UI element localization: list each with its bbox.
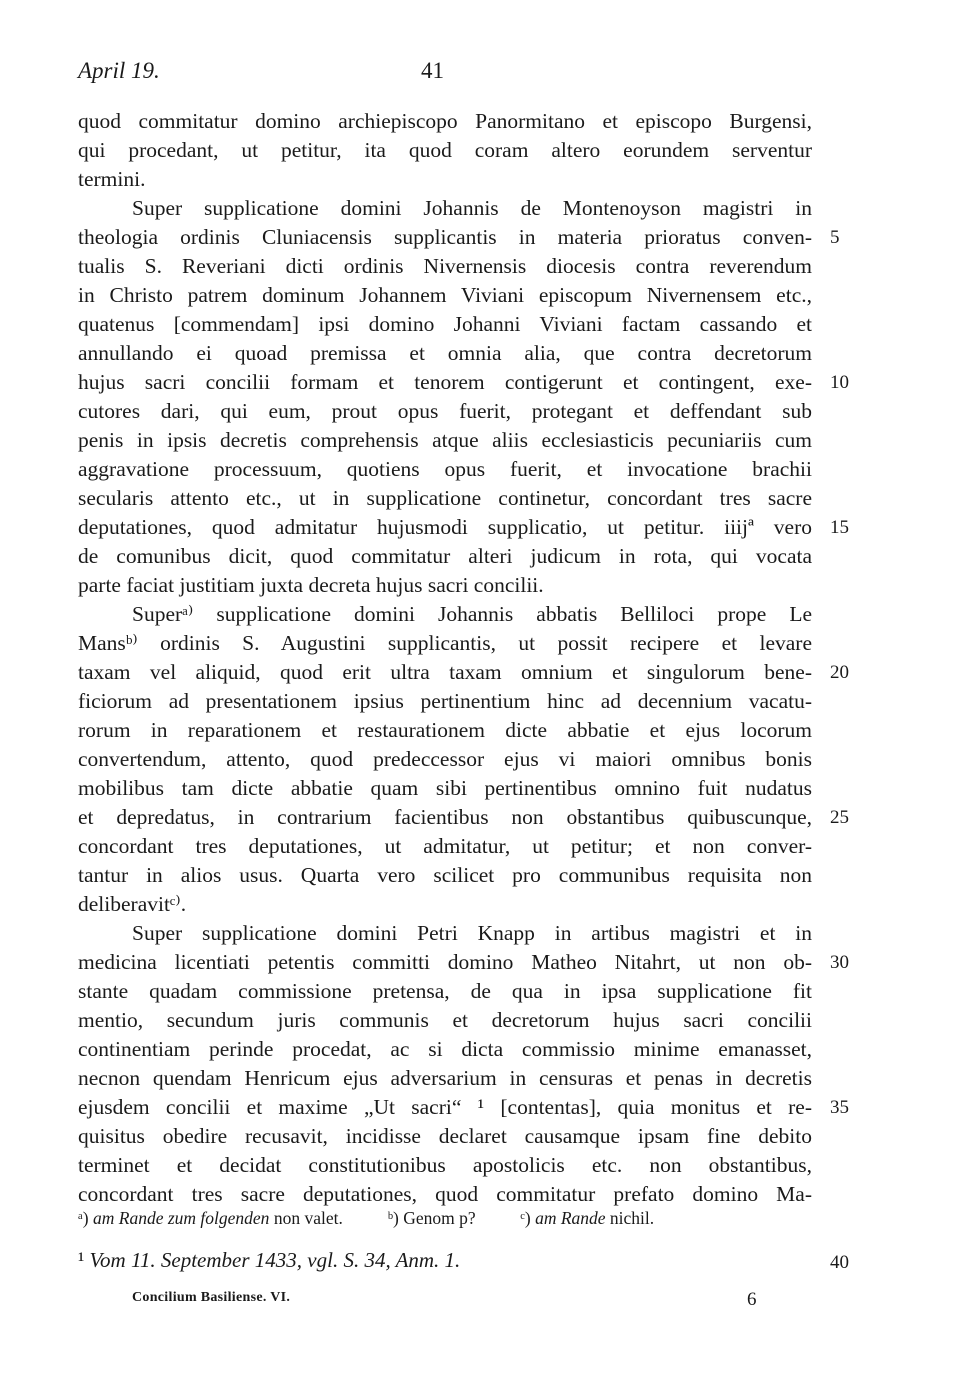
text-line-content: secularis attento etc., ut in supplicatione continetur, concordant tres sacre: [78, 486, 812, 510]
text-line-content: concordant tres sacre deputationes, quod commitatur prefato domino Ma-: [78, 1182, 812, 1206]
header-date: April 19.: [78, 58, 160, 83]
text-line: [78, 194, 812, 223]
text-line-content: qui procedant, ut petitur, ita quod coram altero eorundem serventur: [78, 138, 812, 162]
footnote-c: ᶜ) am Rande nichil.: [520, 1208, 655, 1228]
text-line: [78, 861, 812, 890]
text-line-content: mentio, secundum juris communis et decretorum hujus sacri concilii: [78, 1008, 812, 1032]
text-line-content: concordant tres deputationes, ut admitatur, ut petitur; et non conver-: [78, 834, 812, 858]
text-line: [78, 368, 849, 397]
source-footnote-text: Vom 11. September 1433, vgl. S. 34, Anm. 1.: [89, 1248, 461, 1272]
text-line: [78, 687, 812, 716]
text-line-content: taxam vel aliquid, quod erit ultra taxam omnium et singulorum bene-: [78, 660, 812, 684]
text-line-content: deputationes, quod admitatur hujusmodi supplicatio, ut petitur. iiijª vero: [78, 515, 812, 539]
text-line: [78, 107, 812, 136]
text-line: [78, 223, 840, 252]
text-line: [78, 716, 812, 745]
text-line-content: ficiorum ad presentationem ipsius pertinentium hinc ad decennium vacatu-: [78, 689, 812, 713]
line-number: 25: [830, 807, 849, 828]
source-footnote: [78, 1248, 460, 1273]
text-line: [78, 1122, 812, 1151]
text-line: [78, 165, 812, 194]
line-number: 5: [830, 227, 840, 248]
line-number: 30: [830, 952, 849, 973]
text-line: [78, 1006, 812, 1035]
text-line: [78, 745, 812, 774]
text-line-content: penis in ipsis decretis comprehensis atque aliis ecclesiasticis pecuniariis cum: [78, 428, 812, 452]
text-line: [78, 977, 812, 1006]
text-line-content: aggravatione processuum, quotiens opus fuerit, et invocatione brachii: [78, 457, 812, 481]
line-number: 20: [830, 662, 849, 683]
text-line-content: ejusdem concilii et maxime „Ut sacri“ ¹ [contentas], quia monitus et re-: [78, 1095, 812, 1119]
page-header: [78, 58, 812, 92]
text-line-content: annullando ei quoad premissa et omnia alia, que contra decretorum: [78, 341, 812, 365]
text-line: [78, 542, 812, 571]
text-line: [78, 1035, 812, 1064]
text-line-content: parte faciat justitiam juxta decreta hujus sacri concilii.: [78, 573, 544, 597]
text-line: [78, 919, 812, 948]
line-number: 35: [830, 1097, 849, 1118]
text-line: [78, 136, 812, 165]
text-line-content: cutores dari, qui eum, prout opus fuerit, protegant et deffendant sub: [78, 399, 812, 423]
footnote-b: ᵇ) Genom p?: [387, 1208, 476, 1228]
text-line-content: termini.: [78, 167, 146, 191]
text-line: [78, 1093, 849, 1122]
text-line-content: rorum in reparationem et restaurationem dicte abbatie et ejus locorum: [78, 718, 812, 742]
text-line: [78, 1151, 812, 1180]
main-text: [78, 107, 849, 1209]
text-line-content: deliberavitᶜ⁾.: [78, 892, 187, 916]
text-line: [78, 803, 849, 832]
source-footnote-mark: ¹: [78, 1248, 85, 1272]
text-line-content: et depredatus, in contrarium facientibus non obstantibus quibuscunque,: [78, 805, 812, 829]
text-line-content: necnon quendam Henricum ejus adversarium in censuras et penas in decretis: [78, 1066, 812, 1090]
critical-apparatus: [78, 1208, 654, 1229]
text-line-content: Super supplicatione domini Johannis de Montenoyson magistri in: [132, 196, 812, 220]
footnote-a: ᵃ) am Rande zum folgenden non valet.: [78, 1208, 343, 1228]
text-line-content: de comunibus dicit, quod commitatur alteri judicum in rota, qui vocata: [78, 544, 812, 568]
text-line: [78, 832, 812, 861]
text-line-content: quisitus obedire recusavit, incidisse declaret causamque ipsam fine debito: [78, 1124, 812, 1148]
text-line-content: theologia ordinis Cluniacensis supplicantis in materia prioratus conven-: [78, 225, 812, 249]
text-line-content: hujus sacri concilii formam et tenorem contigerunt et contingent, exe-: [78, 370, 812, 394]
text-line-content: Super supplicatione domini Petri Knapp in artibus magistri et in: [132, 921, 812, 945]
text-line-content: stante quadam commissione pretensa, de qua in ipsa supplicatione fit: [78, 979, 812, 1003]
text-line-content: Mansᵇ⁾ ordinis S. Augustini supplicantis, ut possit recipere et levare: [78, 631, 812, 655]
signature-number: 6: [747, 1289, 757, 1310]
text-line: [78, 281, 812, 310]
text-line-content: continentiam perinde procedat, ac si dicta commissio minime emanasset,: [78, 1037, 812, 1061]
text-line-content: terminet et decidat constitutionibus apostolicis etc. non obstantibus,: [78, 1153, 812, 1177]
header-page-number: 41: [421, 58, 444, 83]
line-number: 10: [830, 372, 849, 393]
text-line: [78, 890, 812, 919]
text-line: [78, 600, 812, 629]
text-line-content: tantur in alios usus. Quarta vero scilicet pro communibus requisita non: [78, 863, 812, 887]
text-line-content: medicina licentiati petentis committi domino Matheo Nitahrt, ut non ob-: [78, 950, 812, 974]
text-line: [78, 339, 812, 368]
text-line-content: Superᵃ⁾ supplicatione domini Johannis abbatis Belliloci prope Le: [132, 602, 812, 626]
text-line: [78, 774, 812, 803]
line-number: 15: [830, 517, 849, 538]
text-line-content: in Christo patrem dominum Johannem Viviani episcopum Nivernensem etc.,: [78, 283, 812, 307]
signature-label: Concilium Basiliense. VI.: [132, 1290, 291, 1305]
text-line-content: quod commitatur domino archiepiscopo Panormitano et episcopo Burgensi,: [78, 109, 812, 133]
text-line-content: quatenus [commendam] ipsi domino Johanni Viviani factam cassando et: [78, 312, 812, 336]
text-line-content: tualis S. Reveriani dicti ordinis Nivernensis diocesis contra reverendum: [78, 254, 812, 278]
text-line: [78, 658, 849, 687]
text-line: [78, 571, 812, 600]
text-line: [78, 397, 812, 426]
text-line: [78, 629, 812, 658]
text-line: [78, 484, 812, 513]
text-line-content: convertendum, attento, quod predeccessor ejus vi maiori omnibus bonis: [78, 747, 812, 771]
text-line: [78, 1180, 812, 1209]
text-line: [78, 426, 812, 455]
text-line: [78, 252, 812, 281]
text-line: [78, 1064, 812, 1093]
text-line-content: mobilibus tam dicte abbatie quam sibi pertinentibus omnino fuit nudatus: [78, 776, 812, 800]
text-line: [78, 513, 849, 542]
line-number: 40: [830, 1252, 849, 1273]
text-line: [78, 948, 849, 977]
text-line: [78, 455, 812, 484]
text-line: [78, 310, 812, 339]
